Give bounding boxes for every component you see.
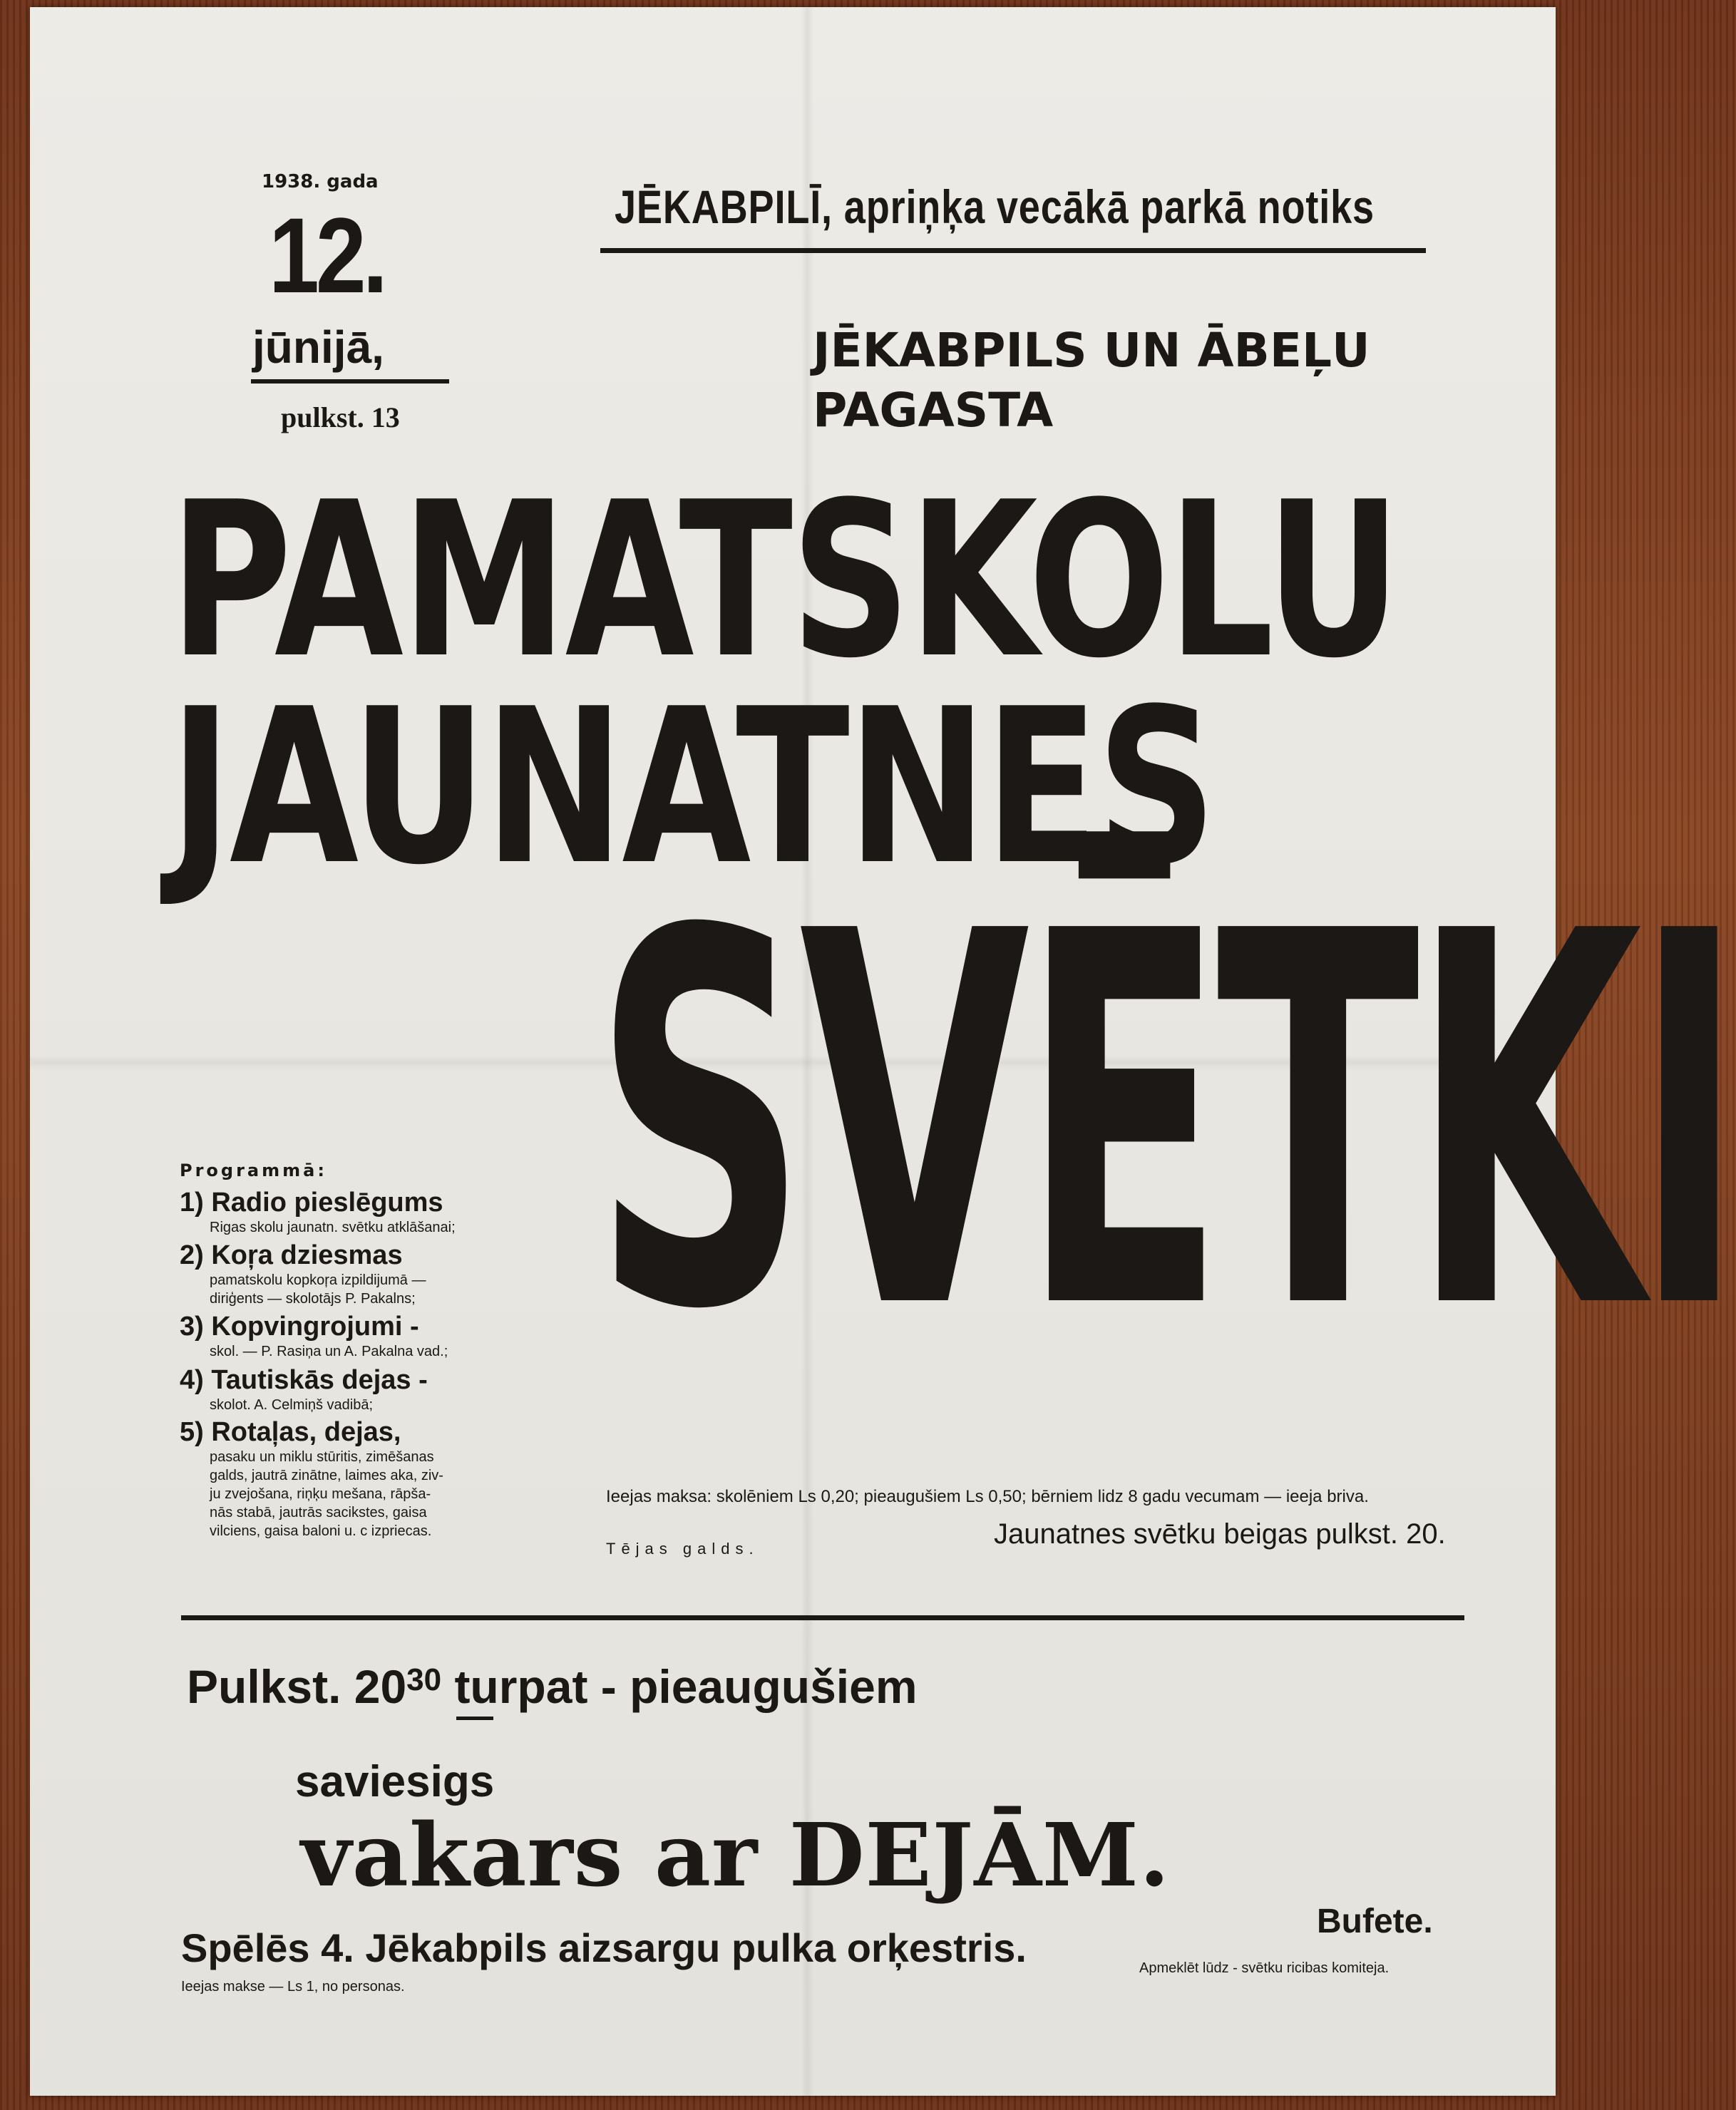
program-item-desc: skol. — P. Rasiņa un A. Pakalna vad.; — [210, 1344, 448, 1359]
minutes-underline — [456, 1717, 493, 1720]
year-text: 1938. gada — [262, 171, 379, 192]
program-item-title: 1) Radio pieslēgums — [180, 1188, 443, 1218]
program-item — [180, 1188, 456, 1237]
month-underline — [251, 379, 449, 384]
tea-table: Tējas galds. — [606, 1540, 759, 1558]
headline-underline — [600, 248, 1426, 253]
subheading-line-2: PAGASTA — [813, 383, 1054, 438]
entry-fee: Ieejas maksa: skolēniem Ls 0,20; pieaugušiem Ls 0,50; bērniem lidz 8 gadu vecumam — ieeja briva. — [606, 1487, 1369, 1506]
month-text: jūnijā, — [252, 321, 384, 373]
poster-sheet — [30, 7, 1736, 2096]
buffet-text: Bufete. — [1317, 1903, 1433, 1940]
evening-minutes: 30 — [406, 1662, 442, 1697]
program-label: Programmā: — [180, 1160, 327, 1180]
program-item-desc: Rigas skolu jaunatn. svētku atklāšanai; — [210, 1220, 456, 1235]
program-item-title: 3) Kopvingrojumi - — [180, 1312, 419, 1342]
program-item — [180, 1240, 426, 1308]
start-time: pulkst. 13 — [281, 401, 400, 433]
program-item-desc: pamatskolu kopkoŗa izpildijumā — diriģents — skolotājs P. Pakalns; — [210, 1272, 426, 1307]
subheading-line-1: JĒKABPILS UN ĀBEĻU — [813, 323, 1370, 378]
main-title-line-1: PAMATSKOLU — [170, 456, 1399, 705]
band-text: Spēlēs 4. Jēkabpils aizsargu pulka orķestris. — [181, 1925, 1027, 1970]
evening-prefix: Pulkst. 20 — [187, 1660, 407, 1713]
program-item-title: 5) Rotaļas, dejas, — [180, 1417, 401, 1447]
program-item-desc: pasaku un miklu stūritis, zimēšanas galds, jautrā zinātne, laimes aka, ziv- ju zvejošana, riņķu mešana, rāpša- nās stabā, jautrās sacikstes, gaisa vilciens, gaisa baloni u. c izpriecas. — [210, 1449, 443, 1539]
section-divider — [181, 1615, 1464, 1620]
program-item — [180, 1417, 443, 1540]
subheading — [813, 321, 1370, 441]
evening-suffix: turpat - pieaugušiem — [441, 1660, 918, 1713]
headline: JĒKABPILĪ, apriņķa vecākā parkā notiks — [615, 180, 1375, 233]
program-item — [180, 1312, 448, 1361]
party-title: vakars ar DEJĀM. — [301, 1803, 1171, 1906]
program-item-title: 4) Tautiskās dejas - — [180, 1365, 428, 1395]
main-title-line-3: SVĒTKI — [593, 824, 1736, 1421]
end-time: Jaunatnes svētku beigas pulkst. 20. — [994, 1518, 1446, 1550]
evening-heading — [187, 1659, 918, 1714]
day-number: 12. — [269, 195, 384, 315]
program-item-title: 2) Koŗa dziesmas — [180, 1240, 403, 1270]
program-item-desc: skolot. A. Celmiņš vadibā; — [210, 1397, 373, 1413]
visit-text: Apmeklēt lūdz - svētku ricibas komiteja. — [1139, 1960, 1390, 1976]
evening-fee: Ieejas makse — Ls 1, no personas. — [181, 1979, 405, 1995]
program-item — [180, 1365, 428, 1414]
social-label: saviesigs — [295, 1757, 495, 1806]
main-title-line-2: JAUNATNES — [170, 663, 1215, 912]
